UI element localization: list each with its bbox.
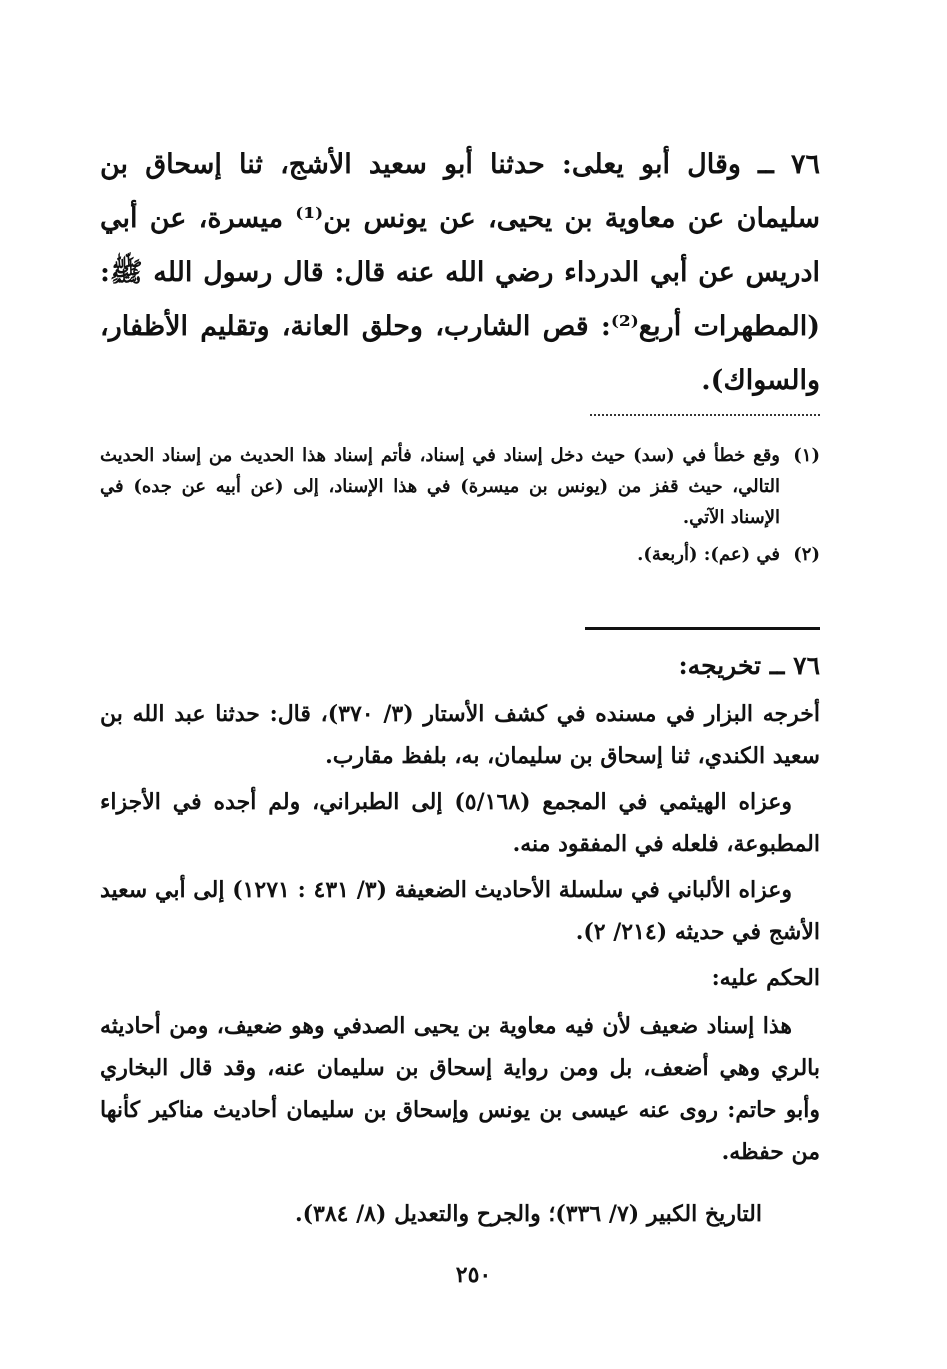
hadith-text-block xyxy=(100,138,820,408)
footnote-number: (٢) xyxy=(793,544,820,565)
section-divider xyxy=(585,627,820,630)
takhrij-section xyxy=(100,645,820,1177)
takhrij-paragraph: أخرجه البزار في مسنده في كشف الأستار (٣/ ٣٧٠)، قال: حدثنا عبد الله بن سعيد الكندي، ثنا إسحاق بن سليمان، به، بلفظ مقارب. xyxy=(100,701,820,769)
ruling-heading: الحكم عليه: xyxy=(711,965,820,991)
footnote-text: في (عم): (أربعة). xyxy=(637,544,780,565)
hadith-paragraph: ٧٦ ــ وقال أبو يعلى: حدثنا أبو سعيد الأشج، ثنا إسحاق بن سليمان عن معاوية بن يحيى، عن يونس بن⁽¹⁾ ميسرة، عن أبي ادريس عن أبي الدرداء رضي الله عنه قال: قال رسول الله ﷺ: (المطهرات أربع⁽²⁾: قص الشارب، وحلق العانة، وتقليم الأظفار، والسواك). xyxy=(100,149,820,396)
references-text: التاريخ الكبير (٧/ ٣٣٦)؛ والجرح والتعديل (٨/ ٣٨٤). xyxy=(294,1201,762,1227)
footnote-text: وقع خطأ في (سد) حيث دخل إسناد في إسناد، فأتم إسناد هذا الحديث من إسناد الحديث التالي، حيث قفز من (يونس بن ميسرة) في هذا الإسناد، إلى (عن أبيه عن جده) في الإسناد الآتي. xyxy=(100,445,780,528)
takhrij-paragraph: وعزاه الهيثمي في المجمع (٥/١٦٨) إلى الطبراني، ولم أجده في الأجزاء المطبوعة، فلعله في المفقود منه. xyxy=(100,789,820,857)
takhrij-heading: ٧٦ ــ تخريجه: xyxy=(678,651,820,680)
footnote-number: (١) xyxy=(793,445,820,466)
footnotes xyxy=(100,440,820,576)
footnote-separator xyxy=(590,414,820,416)
ruling-text: هذا إسناد ضعيف لأن فيه معاوية بن يحيى الصدفي وهو ضعيف، ومن أحاديثه بالري وهي أضعف، بل ومن رواية إسحاق بن سليمان عنه، وقد قال البخاري وأبو حاتم: روى عنه عيسى بن يونس وإسحاق بن سليمان أحاديث مناكير كأنها من حفظه. xyxy=(100,1013,820,1165)
takhrij-paragraph: وعزاه الألباني في سلسلة الأحاديث الضعيفة (٣/ ٤٣١ : ١٢٧١) إلى أبي سعيد الأشج في حديثه (٢١٤/ ٢). xyxy=(100,877,820,945)
references xyxy=(100,1193,820,1235)
footnote-1 xyxy=(100,440,820,533)
page-number: ٢٥٠ xyxy=(455,1262,492,1288)
footnote-2 xyxy=(100,539,820,570)
